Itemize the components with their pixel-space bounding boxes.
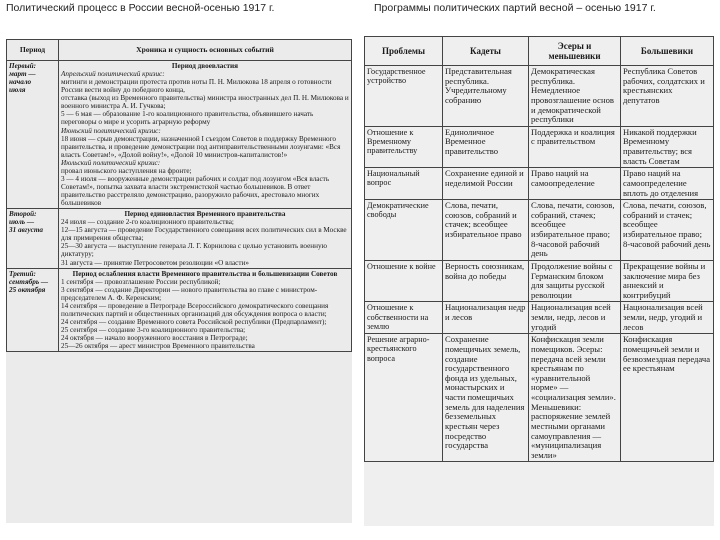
table-row: [365, 126, 714, 168]
problem-cell: Государственное устройство: [365, 66, 443, 127]
event-line: 24 октября — начало вооруженного восстания в Петрограде;: [61, 334, 248, 343]
event-line: 3 сентября — создание Директории — нового правительства во главе с министром-председателем А. Ф. Керенским;: [61, 285, 318, 302]
table-cell: Сохранение помещичьих земель, создание государственного фонда из удельных, монастырских и части помещичьих земель для наделения безземельных крестьян через посредство государства: [443, 334, 529, 462]
table-row: [365, 168, 714, 200]
table-row: [365, 334, 714, 462]
header-events: Хроника и сущность основных событий: [59, 40, 352, 61]
event-line: 25 сентября — создание 3-го коалиционного правительства;: [61, 326, 246, 334]
political-process-table: [6, 39, 352, 352]
table-row: [7, 268, 352, 352]
table-cell: Право наций на самоопределение: [529, 168, 621, 200]
table-cell: Поддержка и коалиция с правительством: [529, 126, 621, 168]
table-cell: Слова, печати, союзов, собраний и стачек; всеобщее избирательное право; 8-часовой рабочий день: [621, 200, 714, 261]
table-row: [365, 302, 714, 334]
events-cell: [59, 268, 352, 352]
table-cell: Демократическая республика. Немедленное провозглашение основ и демократической республики: [529, 66, 621, 127]
problem-cell: Отношение к собственности на землю: [365, 302, 443, 334]
header-sr-mensheviks: Эсеры и меньшевики: [529, 37, 621, 66]
party-programs-table: [364, 36, 714, 462]
table-cell: Национализация всей земли, недр, лесов и угодий: [529, 302, 621, 334]
event-line: 24 июля — создание 2-го коалиционного правительства;: [61, 218, 234, 227]
caption-right: Программы политических партий весной – осенью 1917 г.: [374, 2, 656, 14]
problem-cell: Демократические свободы: [365, 200, 443, 261]
table-cell: Продолжение войны с Германским блоком для защиты русской революции: [529, 260, 621, 302]
table-cell: Право наций на самоопределение вплоть до отделения: [621, 168, 714, 200]
caption-left: Политический процесс в России весной-осенью 1917 г.: [6, 2, 275, 14]
events-cell: [59, 61, 352, 209]
event-line: Июньский политический кризис:: [61, 126, 161, 135]
table-cell: Слова, печати, союзов, собраний и стачек; всеобщее избирательное право: [443, 200, 529, 261]
table-header-row: [365, 37, 714, 66]
period-cell: Первый: март — начало июля: [7, 61, 59, 209]
table-cell: Республика Советов рабочих, солдатских и крестьянских депутатов: [621, 66, 714, 127]
header-problems: Проблемы: [365, 37, 443, 66]
event-line: отставка (выход из Временного правительства) министра иностранных дел П. Н. Милюкова и военного министра А. И. Гучкова;: [61, 94, 349, 111]
event-line: 25—26 октября — арест министров Временного правительства: [61, 342, 255, 351]
header-kadets: Кадеты: [443, 37, 529, 66]
party-programs-table-scan: [364, 36, 714, 526]
event-line: 3 — 4 июля — вооруженные демонстрации рабочих и солдат под лозунгом «Вся власть Советам!», попытка захвата власти экстремистской частью большевиков. В ответ правительство расстреляло демонстрацию, разоружило рабочих, арестовало многих большевиков: [61, 174, 330, 208]
table-cell: Сохранение единой и неделимой России: [443, 168, 529, 200]
event-line: 31 августа — принятие Петросоветом резолюции «О власти»: [61, 258, 249, 267]
event-line: митинги и демонстрации протеста против ноты П. Н. Милюкова 18 апреля о готовности России вести войну до победного конца,: [61, 78, 332, 95]
event-line: провал июньского наступления на фронте;: [61, 166, 192, 175]
period-subtitle: Период двоевластия: [171, 62, 239, 70]
period-cell: Третий: сентябрь — 25 октября: [7, 268, 59, 352]
table-row: [7, 61, 352, 209]
political-process-table-scan: [6, 39, 352, 523]
event-line: 12—15 августа — проведение Государственного совещания всех политических сил в Москве для примирения общества;: [61, 226, 347, 243]
table-row: [365, 260, 714, 302]
event-line: 1 сентября — провозглашение России республикой;: [61, 277, 221, 286]
event-line: 24 сентября — создание Временного совета Российской республики (Предпарламент);: [61, 317, 327, 326]
table-cell: Конфискация земли помещиков. Эсеры: передача всей земли крестьянам по «уравнительной норме» — «социализация земли». Меньшевики: распоряжение землей местными органами самоуправления — «муниципализация земли»: [529, 334, 621, 462]
event-line: 18 июня — срыв демонстрации, назначенной I съездом Советов в поддержку Временного правительства, и проведение демонстрации под антиправительственными лозунгами: «Вся власть Советам!», «Долой войну!», «Долой 10 министров-капиталистов!»: [61, 134, 341, 159]
events-cell: [59, 209, 352, 268]
table-cell: Конфискация помещичьей земли и безвозмездная передача ее крестьянам: [621, 334, 714, 462]
table-row: [365, 66, 714, 127]
table-cell: Единоличное Временное правительство: [443, 126, 529, 168]
period-subtitle: Период единовластия Временного правительства: [124, 210, 286, 219]
problem-cell: Национальный вопрос: [365, 168, 443, 200]
problem-cell: Отношение к войне: [365, 260, 443, 302]
event-line: 14 сентября — проведение в Петрограде Всероссийского демократического совещания политических партий и общественных организаций для обсуждения вопроса о власти;: [61, 301, 329, 318]
event-line: 25—30 августа — выступление генерала Л. Г. Корнилова с целью установить военную диктатуру;: [61, 242, 327, 259]
table-cell: Прекращение войны и заключение мира без аннексий и контрибуций: [621, 260, 714, 302]
table-cell: Национализация всей земли, недр, угодий и лесов: [621, 302, 714, 334]
header-bolsheviks: Большевики: [621, 37, 714, 66]
table-cell: Слова, печати, союзов, собраний, стачек; всеобщее избирательное право; 8-часовой рабочий день: [529, 200, 621, 261]
table-header-row: [7, 40, 352, 61]
event-line: Апрельский политический кризис:: [61, 70, 165, 79]
problem-cell: Отношение к Временному правительству: [365, 126, 443, 168]
problem-cell: Решение аграрно-крестьянского вопроса: [365, 334, 443, 462]
period-cell: Второй: июль — 31 августа: [7, 209, 59, 268]
table-cell: Национализация недр и лесов: [443, 302, 529, 334]
event-line: Июльский политический кризис:: [61, 158, 161, 167]
table-cell: Представительная республика. Учредительному собранию: [443, 66, 529, 127]
table-row: [7, 209, 352, 268]
header-period: Период: [7, 40, 59, 61]
table-row: [365, 200, 714, 261]
table-cell: Никакой поддержки Временному правительству; вся власть Советам: [621, 126, 714, 168]
table-cell: Верность союзникам, война до победы: [443, 260, 529, 302]
period-subtitle: Период ослабления власти Временного правительства и большевизации Советов: [72, 269, 338, 278]
event-line: 5 — 6 мая — образование 1-го коалиционного правительства, объявившего начать переговоры о мире и усорить аграрную реформу: [61, 110, 314, 127]
